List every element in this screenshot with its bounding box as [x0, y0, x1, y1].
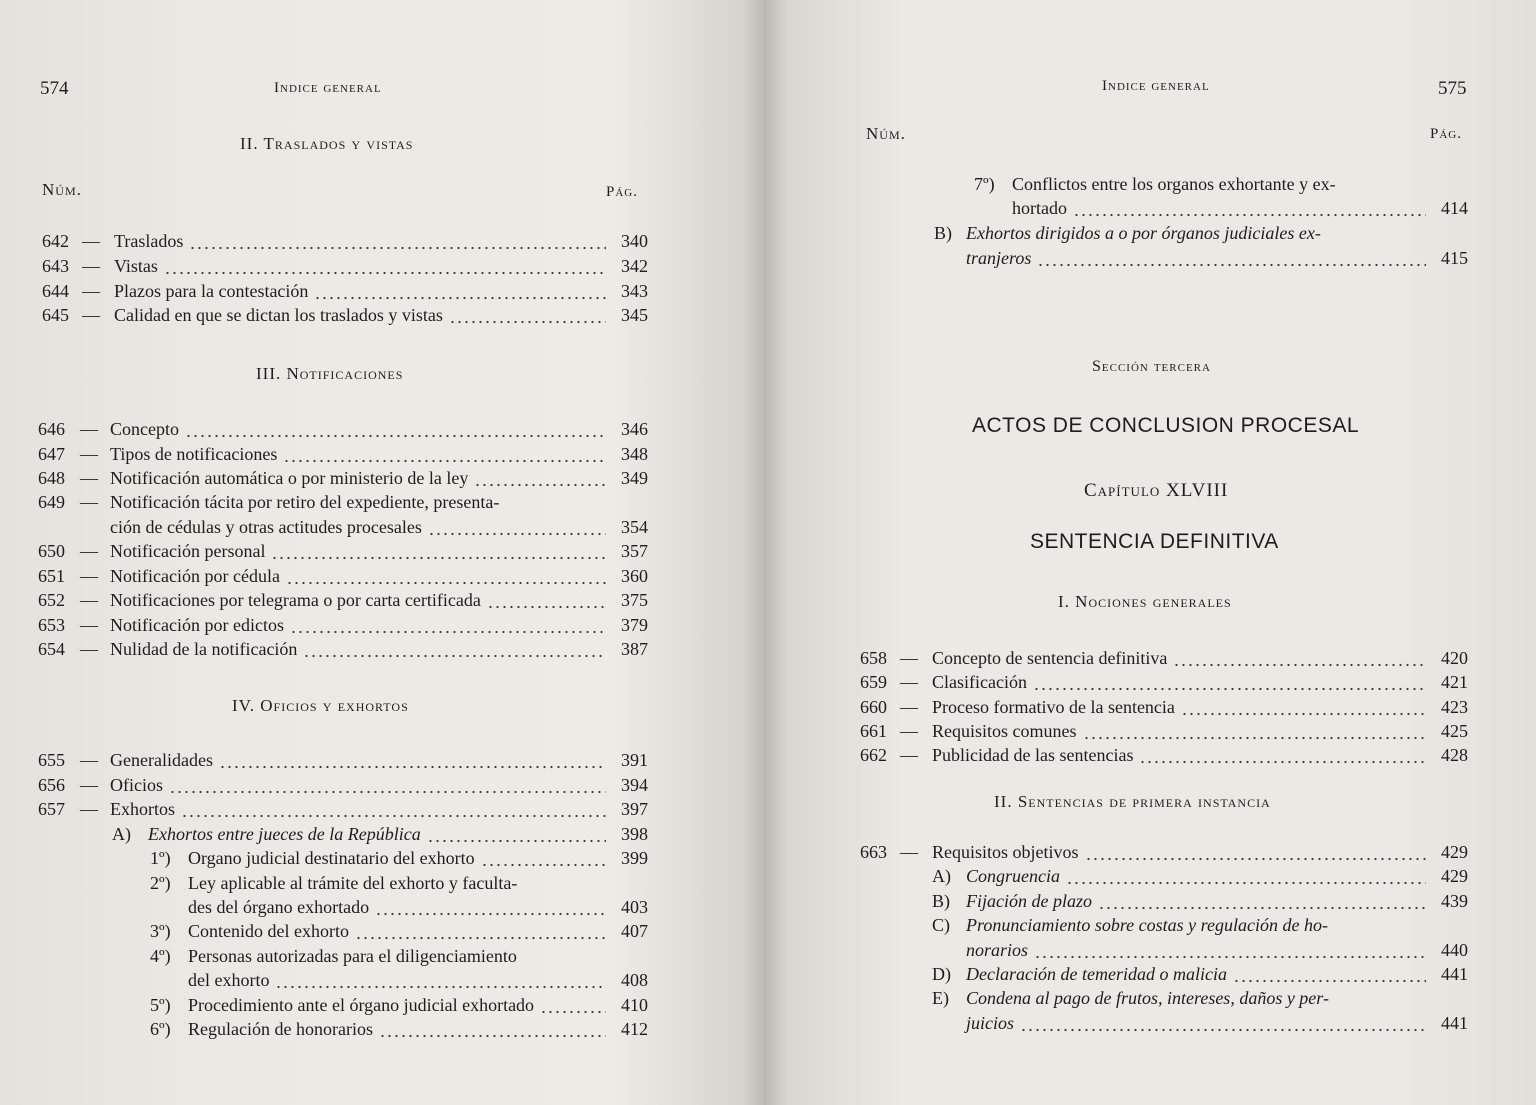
entry-label: ción de cédulas y otras actitudes procesales	[110, 517, 422, 537]
entry-label: Concepto de sentencia definitiva	[932, 648, 1168, 668]
subentry-mark: 5º)	[150, 995, 171, 1015]
toc-subentry-continuation	[932, 938, 1468, 962]
toc-subentry	[150, 871, 648, 895]
entry-label: Tipos de notificaciones	[110, 444, 278, 464]
dash: —	[80, 541, 98, 561]
entry-label: Traslados	[114, 231, 184, 251]
subentry-mark: 3º)	[150, 921, 171, 941]
toc-subentry-continuation	[932, 1011, 1468, 1035]
dash: —	[80, 750, 98, 770]
leader-dots	[286, 564, 606, 588]
leader-dots	[1033, 670, 1426, 694]
entry-number: 660	[860, 697, 887, 717]
dash: —	[80, 615, 98, 635]
chapter-label: Capítulo XLVIII	[1084, 480, 1229, 501]
toc-entry	[42, 254, 648, 278]
leader-dots	[355, 919, 606, 943]
toc-entry	[38, 417, 648, 441]
dash: —	[82, 305, 100, 325]
entry-page: 375	[621, 590, 648, 610]
entry-page: 408	[621, 970, 648, 990]
toc-entry	[860, 719, 1468, 743]
subentry-label: des del órgano exhortado	[188, 897, 370, 917]
entry-page: 423	[1441, 697, 1468, 717]
entry-page: 429	[1441, 866, 1468, 886]
entry-page: 441	[1441, 1013, 1468, 1033]
leader-dots	[487, 588, 606, 612]
entry-page: 379	[621, 615, 648, 635]
toc-entry	[38, 539, 648, 563]
entry-label: Publicidad de las sentencias	[932, 745, 1134, 765]
dash: —	[900, 745, 918, 765]
entry-number: 650	[38, 541, 65, 561]
entry-number: 646	[38, 419, 65, 439]
toc-subentry	[150, 944, 648, 968]
subentry-label: Condena al pago de frutos, intereses, daños y per-	[966, 988, 1329, 1008]
leader-dots	[1034, 938, 1426, 962]
subentry-label: juicios	[966, 1013, 1014, 1033]
entry-number: 662	[860, 745, 887, 765]
subentry-mark: A)	[112, 824, 131, 844]
leader-dots	[1037, 246, 1426, 270]
toc-entry	[42, 279, 648, 303]
left-page	[0, 0, 766, 1105]
entry-page: 407	[621, 921, 648, 941]
entry-number: 649	[38, 492, 65, 512]
entry-number: 661	[860, 721, 887, 741]
leader-dots	[1073, 196, 1426, 220]
entry-number: 658	[860, 648, 887, 668]
entry-label: Clasificación	[932, 672, 1027, 692]
section-label: Sección tercera	[1092, 358, 1211, 375]
toc-entry	[38, 797, 648, 821]
entry-page: 349	[621, 468, 648, 488]
leader-dots	[283, 442, 606, 466]
entry-page: 342	[621, 256, 648, 276]
subentry-mark: 1º)	[150, 848, 171, 868]
toc-entry	[38, 490, 648, 514]
entry-page: 403	[621, 897, 648, 917]
leader-dots	[1139, 743, 1426, 767]
toc-entry	[38, 564, 648, 588]
leader-dots	[1083, 719, 1427, 743]
leader-dots	[375, 895, 606, 919]
column-head-num: Núm.	[866, 124, 906, 143]
toc-subentry	[150, 846, 648, 870]
dash: —	[900, 697, 918, 717]
leader-dots	[1173, 646, 1426, 670]
toc-subentry-continuation	[974, 196, 1468, 220]
page-number: 574	[40, 78, 69, 99]
entry-label: Notificaciones por telegrama o por carta certificada	[110, 590, 481, 610]
section-heading: III. Notificaciones	[256, 364, 404, 383]
entry-label: Exhortos	[110, 799, 175, 819]
subentry-label: Procedimiento ante el órgano judicial exhortado	[188, 995, 535, 1015]
subentry-mark: D)	[932, 964, 951, 984]
entry-page: 439	[1441, 891, 1468, 911]
toc-entry	[860, 670, 1468, 694]
leader-dots	[181, 797, 606, 821]
subentry-label: tranjeros	[966, 248, 1032, 268]
section-heading: II. Sentencias de primera instancia	[994, 792, 1271, 811]
dash: —	[900, 721, 918, 741]
toc-subentry	[974, 172, 1468, 196]
entry-page: 348	[621, 444, 648, 464]
entry-page: 399	[621, 848, 648, 868]
leader-dots	[314, 279, 606, 303]
entry-number: 653	[38, 615, 65, 635]
leader-dots	[271, 539, 606, 563]
entry-label: Vistas	[114, 256, 158, 276]
entry-number: 644	[42, 281, 69, 301]
entry-label: Oficios	[110, 775, 163, 795]
dash: —	[80, 419, 98, 439]
entry-page: 397	[621, 799, 648, 819]
column-head-num: Núm.	[42, 180, 82, 199]
entry-label: Notificación tácita por retiro del expediente, presenta-	[110, 492, 500, 512]
entry-label: Notificación automática o por ministerio de la ley	[110, 468, 469, 488]
entry-page: 357	[621, 541, 648, 561]
entry-page: 428	[1441, 745, 1468, 765]
entry-number: 642	[42, 231, 69, 251]
chapter-title: SENTENCIA DEFINITIVA	[1030, 530, 1279, 553]
toc-subentry	[150, 993, 648, 1017]
entry-number: 663	[860, 842, 887, 862]
entry-label: Notificación personal	[110, 541, 266, 561]
subentry-mark: E)	[932, 988, 949, 1008]
dash: —	[900, 842, 918, 862]
toc-entry	[38, 613, 648, 637]
entry-number: 659	[860, 672, 887, 692]
entry-number: 654	[38, 639, 65, 659]
entry-label: Notificación por cédula	[110, 566, 280, 586]
leader-dots	[428, 515, 606, 539]
subentry-label: Organo judicial destinatario del exhorto	[188, 848, 475, 868]
toc-subentry	[932, 913, 1468, 937]
leader-dots	[379, 1017, 606, 1041]
column-head-pag: Pág.	[1430, 126, 1462, 142]
toc-entry	[42, 303, 648, 327]
leader-dots	[1181, 695, 1426, 719]
entry-page: 398	[621, 824, 648, 844]
leader-dots	[1085, 840, 1426, 864]
right-page	[766, 0, 1536, 1105]
leader-dots	[169, 773, 606, 797]
dash: —	[80, 590, 98, 610]
entry-page: 414	[1441, 198, 1468, 218]
subentry-mark: B)	[934, 223, 952, 243]
part-title: ACTOS DE CONCLUSION PROCESAL	[972, 414, 1360, 437]
leader-dots	[1098, 889, 1426, 913]
leader-dots	[449, 303, 606, 327]
subentry-label: Exhortos dirigidos a o por órganos judiciales ex-	[966, 223, 1321, 243]
entry-label: Calidad en que se dictan los traslados y vistas	[114, 305, 443, 325]
toc-subentry	[932, 864, 1468, 888]
entry-page: 441	[1441, 964, 1468, 984]
toc-subentry	[150, 1017, 648, 1041]
subentry-label: hortado	[1012, 198, 1067, 218]
dash: —	[80, 639, 98, 659]
leader-dots	[275, 968, 606, 992]
entry-label: Concepto	[110, 419, 179, 439]
entry-page: 346	[621, 419, 648, 439]
entry-number: 647	[38, 444, 65, 464]
entry-label: Nulidad de la notificación	[110, 639, 298, 659]
toc-subentry	[932, 962, 1468, 986]
running-head: Indice general	[1102, 78, 1210, 94]
section-heading: IV. Oficios y exhortos	[232, 696, 409, 715]
entry-page: 440	[1441, 940, 1468, 960]
entry-page: 391	[621, 750, 648, 770]
toc-entry	[38, 773, 648, 797]
dash: —	[82, 281, 100, 301]
subentry-label: Fijación de plazo	[966, 891, 1092, 911]
toc-entry	[42, 229, 648, 253]
subentry-label: Exhortos entre jueces de la República	[148, 824, 421, 844]
leader-dots	[189, 229, 606, 253]
entry-page: 410	[621, 995, 648, 1015]
dash: —	[80, 775, 98, 795]
entry-page: 354	[621, 517, 648, 537]
subentry-label: norarios	[966, 940, 1029, 960]
entry-number: 656	[38, 775, 65, 795]
toc-entry	[860, 646, 1468, 670]
subentry-label: Ley aplicable al trámite del exhorto y faculta-	[188, 873, 518, 893]
subentry-mark: C)	[932, 915, 950, 935]
toc-subentry-continuation	[934, 246, 1468, 270]
subentry-mark: B)	[932, 891, 950, 911]
toc-entry	[860, 840, 1468, 864]
entry-label: Requisitos comunes	[932, 721, 1077, 741]
subentry-label: Contenido del exhorto	[188, 921, 349, 941]
toc-subentry-continuation	[150, 968, 648, 992]
dash: —	[80, 444, 98, 464]
entry-label: Generalidades	[110, 750, 213, 770]
dash: —	[82, 256, 100, 276]
leader-dots	[164, 254, 606, 278]
leader-dots	[1020, 1011, 1426, 1035]
toc-entry	[38, 442, 648, 466]
toc-subentry	[150, 919, 648, 943]
leader-dots	[219, 748, 606, 772]
entry-page: 394	[621, 775, 648, 795]
section-heading: I. Nociones generales	[1058, 592, 1232, 611]
dash: —	[80, 468, 98, 488]
entry-number: 643	[42, 256, 69, 276]
toc-entry	[38, 637, 648, 661]
toc-entry	[38, 748, 648, 772]
subentry-label: del exhorto	[188, 970, 270, 990]
subentry-label: Declaración de temeridad o malicia	[966, 964, 1227, 984]
column-head-pag: Pág.	[606, 184, 638, 200]
entry-label: Notificación por edictos	[110, 615, 284, 635]
toc-subentry	[932, 986, 1468, 1010]
subentry-mark: 2º)	[150, 873, 171, 893]
dash: —	[80, 799, 98, 819]
dash: —	[80, 492, 98, 512]
page-number: 575	[1438, 78, 1467, 99]
entry-page: 340	[621, 231, 648, 251]
entry-page: 421	[1441, 672, 1468, 692]
leader-dots	[474, 466, 606, 490]
entry-page: 429	[1441, 842, 1468, 862]
subentry-mark: 4º)	[150, 946, 171, 966]
leader-dots	[540, 993, 606, 1017]
entry-page: 420	[1441, 648, 1468, 668]
subentry-mark: 7º)	[974, 174, 995, 194]
dash: —	[82, 231, 100, 251]
entry-number: 652	[38, 590, 65, 610]
entry-number: 651	[38, 566, 65, 586]
subentry-label: Pronunciamiento sobre costas y regulación de ho-	[966, 915, 1328, 935]
subentry-label: Congruencia	[966, 866, 1060, 886]
toc-subentry	[112, 822, 648, 846]
entry-number: 645	[42, 305, 69, 325]
entry-page: 360	[621, 566, 648, 586]
leader-dots	[1066, 864, 1426, 888]
subentry-label: Personas autorizadas para el diligenciamiento	[188, 946, 517, 966]
toc-entry	[860, 743, 1468, 767]
entry-label: Plazos para la contestación	[114, 281, 309, 301]
leader-dots	[290, 613, 606, 637]
entry-number: 648	[38, 468, 65, 488]
running-head: Indice general	[274, 80, 382, 96]
toc-subentry-continuation	[150, 895, 648, 919]
subentry-label: Conflictos entre los organos exhortante y ex-	[1012, 174, 1336, 194]
toc-entry	[38, 588, 648, 612]
toc-entry	[860, 695, 1468, 719]
leader-dots	[303, 637, 606, 661]
leader-dots	[481, 846, 606, 870]
entry-number: 657	[38, 799, 65, 819]
subentry-mark: A)	[932, 866, 951, 886]
dash: —	[900, 648, 918, 668]
subentry-mark: 6º)	[150, 1019, 171, 1039]
leader-dots	[1233, 962, 1426, 986]
dash: —	[900, 672, 918, 692]
entry-label: Proceso formativo de la sentencia	[932, 697, 1175, 717]
toc-entry-continuation	[38, 515, 648, 539]
entry-page: 415	[1441, 248, 1468, 268]
subentry-label: Regulación de honorarios	[188, 1019, 373, 1039]
section-heading: II. Traslados y vistas	[240, 134, 414, 153]
dash: —	[80, 566, 98, 586]
toc-subentry	[934, 221, 1468, 245]
entry-page: 343	[621, 281, 648, 301]
toc-subentry	[932, 889, 1468, 913]
entry-page: 412	[621, 1019, 648, 1039]
entry-page: 387	[621, 639, 648, 659]
toc-entry	[38, 466, 648, 490]
entry-number: 655	[38, 750, 65, 770]
entry-label: Requisitos objetivos	[932, 842, 1079, 862]
entry-page: 345	[621, 305, 648, 325]
entry-page: 425	[1441, 721, 1468, 741]
leader-dots	[185, 417, 606, 441]
leader-dots	[427, 822, 606, 846]
